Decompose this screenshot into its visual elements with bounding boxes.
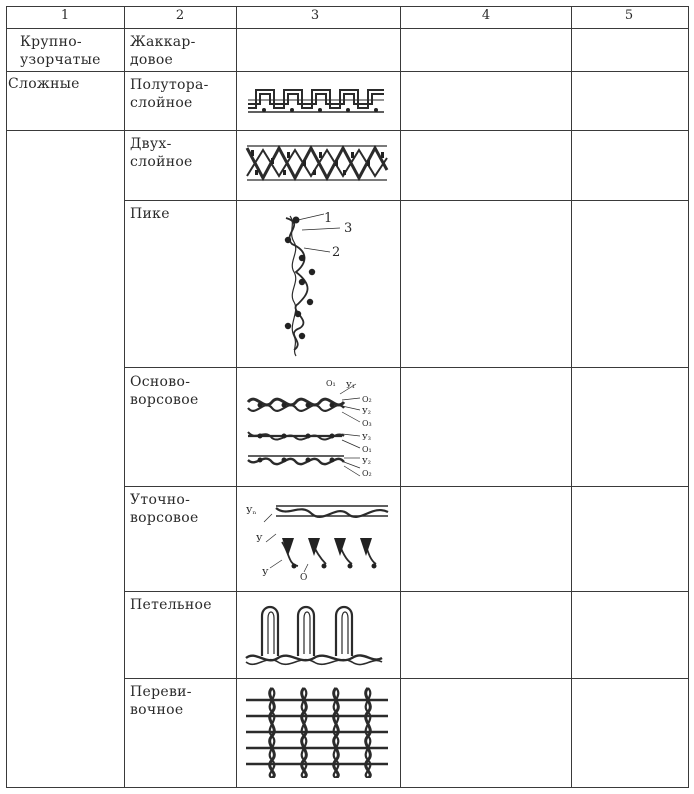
- weave-name-half-layer-1: Полутора-: [130, 77, 209, 93]
- weft-pile-label-y-upper: У: [256, 535, 263, 545]
- group-label-complex: Сложные: [8, 76, 80, 92]
- warp-pile-weave-figure: [242, 372, 392, 482]
- pique-label-3: 3: [344, 221, 353, 236]
- warp-pile-label-o3: О₃: [362, 419, 372, 428]
- group-label-line1: Крупно-: [20, 34, 82, 50]
- weft-pile-label-y-lower: У: [262, 569, 269, 579]
- half-layer-weave-figure: [244, 80, 389, 120]
- weave-name-double-layer-1: Двух-: [130, 136, 172, 152]
- warp-pile-label-y1: У₁: [346, 381, 355, 390]
- warp-pile-label-y3: У₃: [362, 433, 371, 442]
- weave-name-weft-pile-2: ворсовое: [130, 510, 199, 526]
- leno-weave-figure: [242, 686, 392, 778]
- warp-pile-label-y2b: У₂: [362, 457, 371, 466]
- pique-label-2: 2: [332, 245, 341, 260]
- weave-name-pique: Пике: [130, 206, 170, 222]
- pique-label-1: 1: [324, 211, 333, 226]
- weft-pile-weave-figure: [242, 494, 392, 584]
- warp-pile-label-o1: О₁: [326, 379, 336, 388]
- weave-name-leno-1: Переви-: [130, 684, 192, 700]
- group-label-line2: узорчатые: [20, 52, 101, 68]
- header-col-1: 1: [60, 8, 70, 23]
- weave-name-jacquard-1: Жаккар-: [130, 34, 196, 50]
- header-col-3: 3: [310, 8, 320, 23]
- pique-weave-figure: [262, 208, 362, 358]
- weave-name-half-layer-2: слойное: [130, 95, 193, 111]
- loop-weave-figure: [244, 600, 384, 672]
- warp-pile-label-o2b: О₂: [362, 469, 372, 478]
- weave-name-leno-2: вочное: [130, 702, 184, 718]
- warp-pile-label-y2: У₂: [362, 407, 371, 416]
- header-col-5: 5: [624, 8, 634, 23]
- weft-pile-label-o: О: [300, 573, 308, 583]
- weave-name-jacquard-2: довое: [130, 52, 174, 68]
- weft-pile-label-yn: Уₙ: [246, 507, 257, 517]
- header-col-2: 2: [175, 8, 185, 23]
- weave-name-weft-pile-1: Уточно-: [130, 492, 191, 508]
- weave-name-warp-pile-2: ворсовое: [130, 392, 199, 408]
- double-layer-weave-figure: [243, 138, 391, 188]
- header-col-4: 4: [481, 8, 491, 23]
- weave-name-warp-pile-1: Осново-: [130, 374, 191, 390]
- warp-pile-label-o2: О₂: [362, 395, 372, 404]
- warp-pile-label-o1b: О₁: [362, 445, 372, 454]
- weave-name-double-layer-2: слойное: [130, 154, 193, 170]
- weave-name-loop: Петельное: [130, 597, 212, 613]
